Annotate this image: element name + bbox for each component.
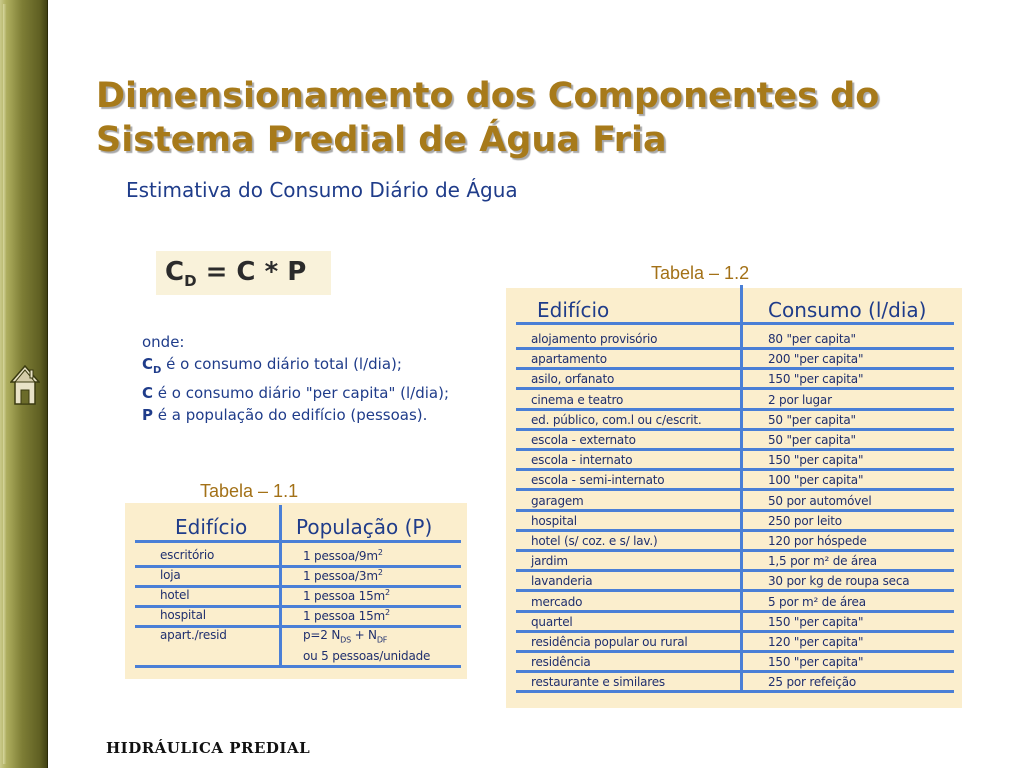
- table1-population-exponent: 2: [377, 568, 383, 577]
- table2-cell-consumption: 200 "per capita": [768, 352, 864, 367]
- table1-population-value: 1 pessoa/9m: [303, 549, 378, 563]
- table2-row-rule: [516, 488, 954, 491]
- table2-cell-building: restaurante e similares: [531, 675, 665, 690]
- table1-population-value: 1 pessoa 15m: [303, 609, 386, 623]
- table1-row-rule: [135, 565, 461, 568]
- table2-consumption: [506, 288, 962, 708]
- table1-last-row-building: apart./resid: [160, 628, 227, 642]
- definition-p-symbol: P: [142, 406, 153, 424]
- table2-cell-consumption: 120 por hóspede: [768, 534, 867, 548]
- table1-cell-population: [303, 608, 390, 623]
- table2-row-rule: [516, 610, 954, 613]
- table2-row-rule: [516, 367, 954, 370]
- definition-cd-text: é o consumo diário total (l/dia);: [161, 355, 402, 373]
- left-sidebar: [0, 0, 48, 768]
- table2-cell-building: ed. público, com.l ou c/escrit.: [531, 412, 702, 427]
- definition-c-symbol: C: [142, 384, 154, 402]
- table1-cell-population: [303, 568, 383, 583]
- table2-row-rule: [516, 630, 954, 633]
- table2-row-rule: [516, 468, 954, 471]
- table2-cell-consumption: 1,5 por m² de área: [768, 554, 877, 569]
- table2-cell-building: escola - externato: [531, 433, 636, 447]
- formula-rhs: = C * P: [196, 257, 307, 287]
- table2-row-rule: [516, 448, 954, 451]
- definition-c: [142, 382, 449, 404]
- definition-p-text: é a população do edifício (pessoas).: [153, 406, 428, 424]
- table2-cell-building: escola - semi-internato: [531, 473, 665, 488]
- table1-population-value: 1 pessoa/3m: [303, 569, 378, 583]
- definitions-intro: onde:: [142, 333, 185, 351]
- table1-population-exponent: 2: [385, 608, 390, 617]
- table2-cell-consumption: 25 por refeição: [768, 675, 857, 690]
- table1-cell-building: escritório: [160, 548, 215, 562]
- table2-cell-building: lavanderia: [531, 574, 593, 589]
- table2-cell-building: residência popular ou rural: [531, 635, 688, 649]
- table2-cell-consumption: 150 "per capita": [768, 453, 864, 468]
- formula-lhs-subscript: D: [184, 272, 197, 291]
- table2-cell-building: asilo, orfanato: [531, 372, 615, 387]
- table2-cell-building: escola - internato: [531, 453, 633, 468]
- definition-p: [142, 404, 449, 426]
- table1-last-row-line2: ou 5 pessoas/unidade: [303, 649, 431, 663]
- formula-box: [156, 251, 331, 295]
- table2-cell-consumption: 50 "per capita": [768, 433, 856, 447]
- sidebar-highlight-strip: [3, 4, 7, 764]
- table2-cell-consumption: 150 "per capita": [768, 614, 864, 629]
- table2-cell-consumption: 2 por lugar: [768, 392, 832, 407]
- table2-header-building: Edifício: [537, 298, 610, 322]
- slide-title-line-1: Dimensionamento dos Componentes do: [96, 76, 880, 116]
- table2-row-rule: [516, 509, 954, 512]
- table1-cell-building: hospital: [160, 608, 206, 622]
- definition-cd: [142, 353, 449, 382]
- table2-cell-building: hospital: [531, 513, 577, 528]
- home-icon[interactable]: [10, 364, 40, 408]
- table2-cell-consumption: 50 por automóvel: [768, 493, 872, 508]
- table1-formula-b: + N: [350, 628, 377, 642]
- table1-last-row-formula: [303, 628, 387, 644]
- formula-lhs: C: [165, 257, 185, 287]
- table2-row-rule: [516, 589, 954, 592]
- table1-population-exponent: 2: [385, 588, 390, 597]
- table2-cell-consumption: 150 "per capita": [768, 372, 864, 387]
- table2-header-rule: [516, 322, 954, 325]
- table2-cell-consumption: 150 "per capita": [768, 655, 864, 670]
- table2-cell-consumption: 30 por kg de roupa seca: [768, 574, 910, 589]
- table1-population-exponent: 2: [377, 548, 383, 557]
- table2-cell-consumption: 5 por m² de área: [768, 594, 866, 609]
- table2-row-rule: [516, 347, 954, 350]
- table2-cell-building: garagem: [531, 493, 584, 508]
- table2-caption: Tabela – 1.2: [651, 263, 750, 283]
- definitions: [142, 331, 449, 426]
- table1-cell-population: [303, 588, 390, 603]
- definition-cd-symbol: C: [142, 355, 154, 373]
- table2-row-rule: [516, 569, 954, 572]
- slide-title: [96, 74, 996, 162]
- table2-cell-building: alojamento provisório: [531, 332, 658, 346]
- table2-row-rule: [516, 670, 954, 673]
- table1-cell-building: hotel: [160, 588, 190, 602]
- table1-formula-b-subscript: DF: [376, 635, 388, 645]
- table1-formula-a-subscript: DS: [340, 635, 351, 645]
- table2-cell-building: jardim: [531, 554, 568, 569]
- table1-header-population: População (P): [296, 515, 433, 539]
- slide-subtitle: Estimativa do Consumo Diário de Água: [126, 178, 518, 202]
- table2-cell-building: quartel: [531, 614, 573, 629]
- table2-cell-consumption: 50 "per capita": [768, 412, 856, 427]
- table1-header-rule: [135, 540, 461, 543]
- table2-row-rule: [516, 690, 954, 693]
- table2-row-rule: [516, 408, 954, 411]
- footer-label: HIDRÁULICA PREDIAL: [106, 739, 311, 757]
- table2-header-consumption: Consumo (l/dia): [768, 298, 927, 322]
- table1-population: [125, 503, 467, 679]
- table2-row-rule: [516, 428, 954, 431]
- table2-cell-building: hotel (s/ coz. e s/ lav.): [531, 534, 658, 548]
- table1-cell-building: loja: [160, 568, 181, 582]
- table2-cell-building: mercado: [531, 594, 583, 609]
- definition-cd-subscript: D: [153, 365, 162, 376]
- table2-cell-building: apartamento: [531, 352, 607, 367]
- table2-cell-consumption: 250 por leito: [768, 513, 842, 528]
- table2-cell-building: cinema e teatro: [531, 392, 624, 407]
- table2-row-rule: [516, 549, 954, 552]
- table1-bottom-rule: [135, 665, 461, 668]
- table1-header-building: Edifício: [175, 515, 248, 539]
- table1-caption: Tabela – 1.1: [200, 481, 299, 501]
- table2-cell-consumption: 120 "per capita": [768, 635, 864, 649]
- table2-cell-building: residência: [531, 655, 591, 670]
- table2-cell-consumption: 100 "per capita": [768, 473, 864, 488]
- table1-formula-a: p=2 N: [303, 628, 341, 642]
- table2-row-rule: [516, 529, 954, 532]
- table2-row-rule: [516, 387, 954, 390]
- definition-c-text: é o consumo diário "per capita" (l/dia);: [153, 384, 450, 402]
- slide-title-line-2: Sistema Predial de Água Fria: [96, 120, 667, 160]
- table1-population-value: 1 pessoa 15m: [303, 589, 386, 603]
- table2-row-rule: [516, 650, 954, 653]
- table2-cell-consumption: 80 "per capita": [768, 332, 856, 346]
- table1-cell-population: [303, 548, 383, 563]
